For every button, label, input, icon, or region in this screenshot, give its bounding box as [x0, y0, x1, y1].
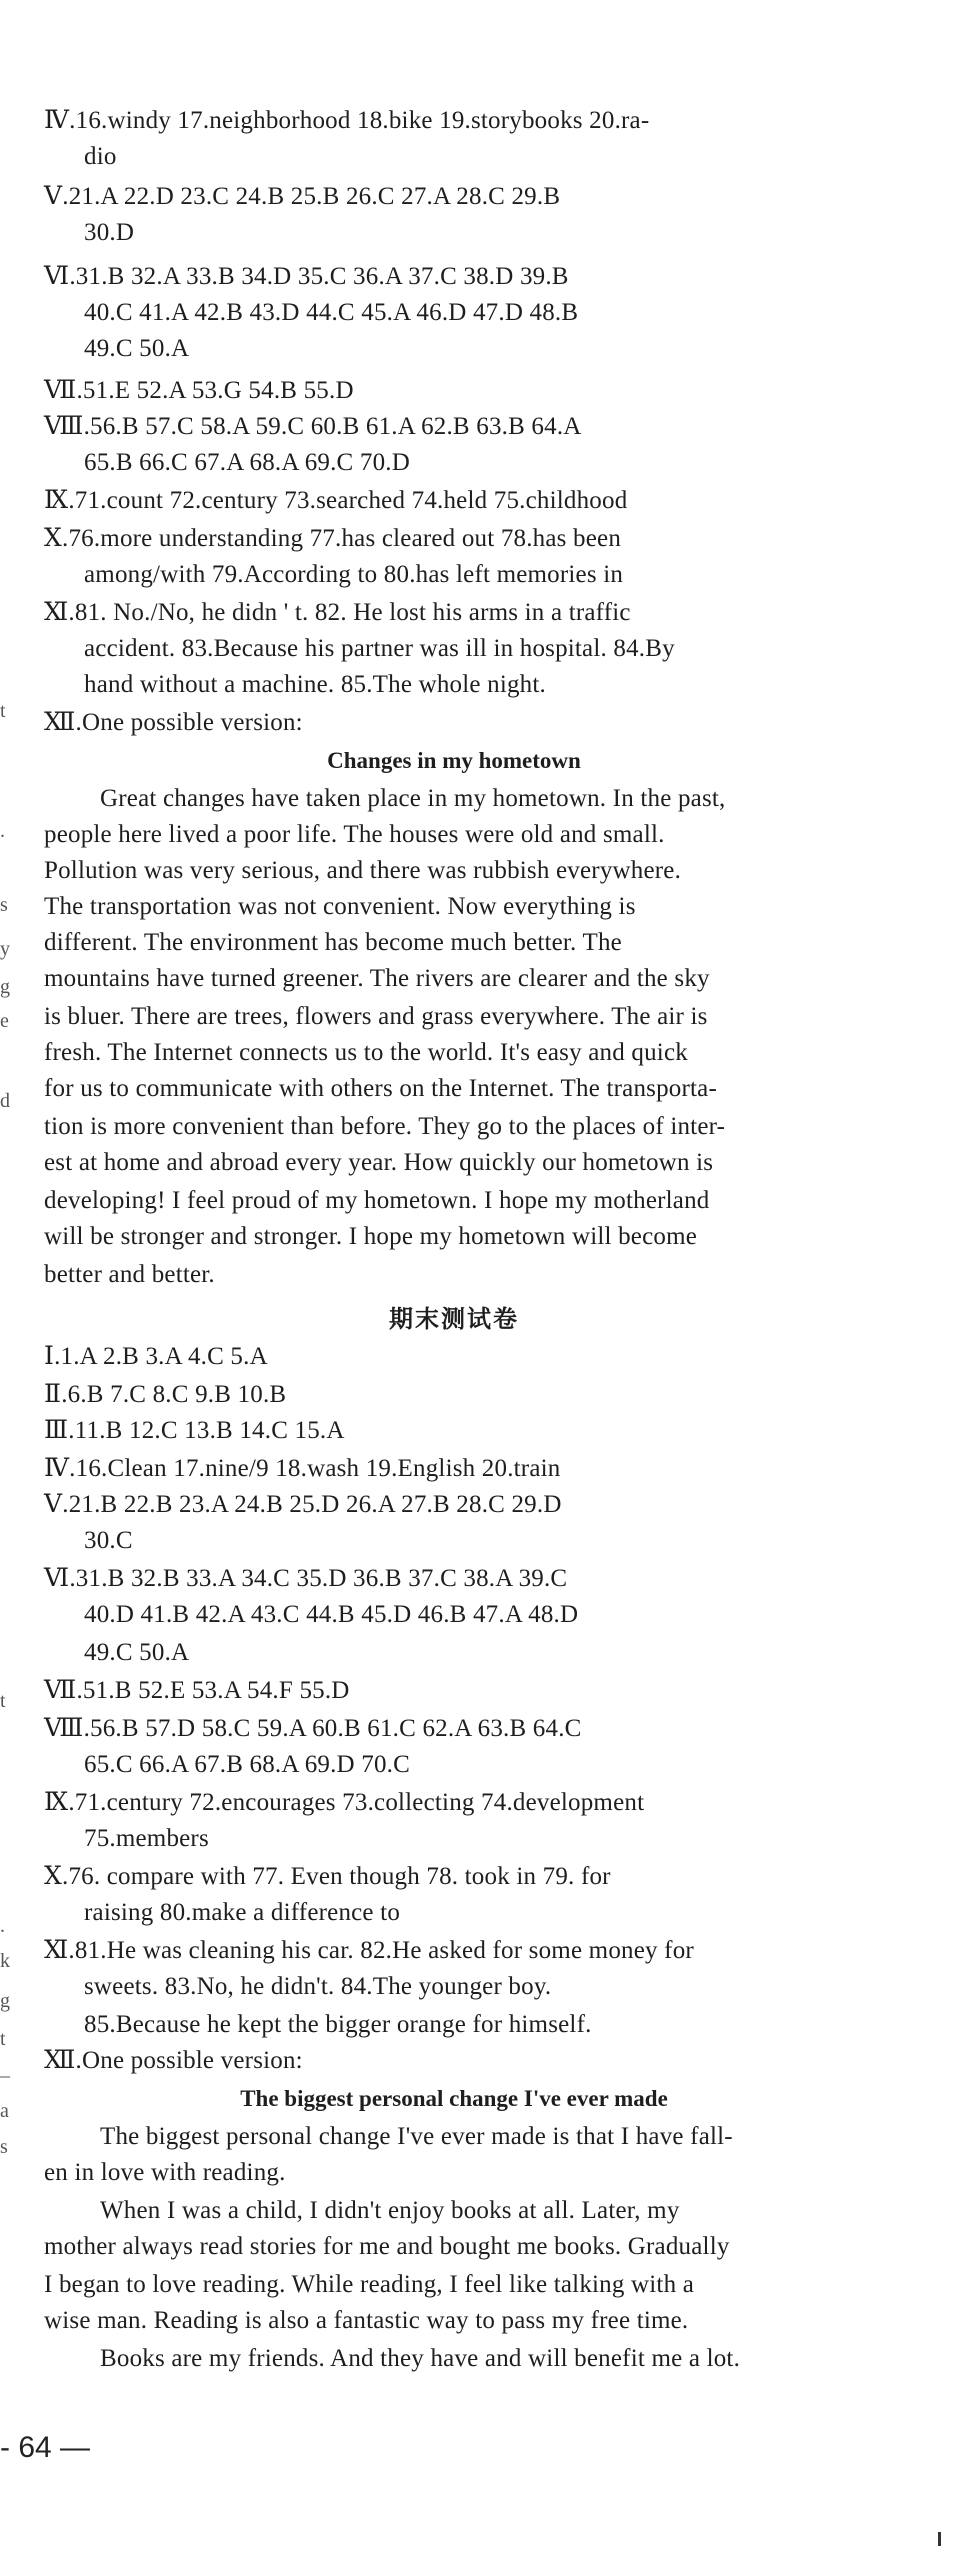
answer-line: Ⅳ.16.Clean 17.nine/9 18.wash 19.English 20.train [44, 1455, 561, 1482]
essay-line: When I was a child, I didn't enjoy books at all. Later, my [100, 2197, 680, 2224]
essay-line: Great changes have taken place in my hometown. In the past, [100, 785, 726, 812]
answer-line: Ⅸ.71.count 72.century 73.searched 74.held 75.childhood [44, 487, 628, 514]
answer-line: Ⅶ.51.E 52.A 53.G 54.B 55.D [44, 377, 354, 404]
essay-line: mother always read stories for me and bought me books. Gradually [44, 2233, 730, 2260]
essay-line: different. The environment has become much better. The [44, 929, 622, 956]
answer-line: 85.Because he kept the bigger orange for himself. [84, 2011, 592, 2038]
essay-title: Changes in my hometown [327, 748, 581, 773]
answer-line: Ⅱ.6.B 7.C 8.C 9.B 10.B [44, 1381, 287, 1408]
margin-letter: k [0, 1950, 10, 1972]
margin-letter: t [0, 700, 6, 722]
answer-line: accident. 83.Because his partner was ill in hospital. 84.By [84, 635, 675, 662]
essay-line: The transportation was not convenient. Now everything is [44, 893, 636, 920]
answer-line: Ⅲ.11.B 12.C 13.B 14.C 15.A [44, 1417, 345, 1444]
essay-line: The biggest personal change I've ever made is that I have fall- [100, 2123, 733, 2150]
essay-line: tion is more convenient than before. They go to the places of inter- [44, 1113, 726, 1140]
answer-line: Ⅶ.51.B 52.E 53.A 54.F 55.D [44, 1677, 350, 1704]
essay-line: for us to communicate with others on the Internet. The transporta- [44, 1075, 717, 1102]
answer-line: 75.members [84, 1825, 209, 1852]
essay-line: developing! I feel proud of my hometown. I hope my motherland [44, 1187, 710, 1214]
answer-line: 30.D [84, 219, 135, 246]
answer-line: Ⅷ.56.B 57.D 58.C 59.A 60.B 61.C 62.A 63.B 64.C [44, 1715, 582, 1742]
page-number: - 64 — [0, 2431, 91, 2464]
essay-line: en in love with reading. [44, 2159, 286, 2186]
answer-line: Ⅷ.56.B 57.C 58.A 59.C 60.B 61.A 62.B 63.B 64.A [44, 413, 582, 440]
answer-line: 30.C [84, 1527, 133, 1554]
answer-line: Ⅵ.31.B 32.A 33.B 34.D 35.C 36.A 37.C 38.D 39.B [44, 263, 569, 290]
margin-letter: s [0, 894, 8, 916]
answer-line: 65.B 66.C 67.A 68.A 69.C 70.D [84, 449, 410, 476]
margin-letter: s [0, 2136, 8, 2158]
essay-line: Pollution was very serious, and there was rubbish everywhere. [44, 857, 682, 884]
answer-line: Ⅴ.21.A 22.D 23.C 24.B 25.B 26.C 27.A 28.C 29.B [44, 183, 561, 210]
margin-letter: e [0, 1010, 9, 1032]
essay-line: wise man. Reading is also a fantastic way to pass my free time. [44, 2307, 689, 2334]
answer-line: 49.C 50.A [84, 335, 190, 362]
margin-letter: t [0, 2028, 6, 2050]
answer-line: 49.C 50.A [84, 1639, 190, 1666]
answer-line: Ⅳ.16.windy 17.neighborhood 18.bike 19.storybooks 20.ra- [44, 107, 650, 134]
answer-line: dio [84, 143, 117, 170]
section-title: 期末测试卷 [389, 1305, 519, 1333]
margin-letter: t [0, 1690, 6, 1712]
answer-line: Ⅵ.31.B 32.B 33.A 34.C 35.D 36.B 37.C 38.A 39.C [44, 1565, 568, 1592]
essay-line: est at home and abroad every year. How quickly our hometown is [44, 1149, 714, 1176]
answer-line: Ⅰ.1.A 2.B 3.A 4.C 5.A [44, 1343, 268, 1370]
essay-line: is bluer. There are trees, flowers and grass everywhere. The air is [44, 1003, 708, 1030]
answer-line: hand without a machine. 85.The whole night. [84, 671, 546, 698]
essay-line: better and better. [44, 1261, 215, 1288]
answer-line: Ⅺ.81.He was cleaning his car. 82.He asked for some money for [44, 1937, 694, 1964]
answer-line: 65.C 66.A 67.B 68.A 69.D 70.C [84, 1751, 410, 1778]
answer-line: Ⅴ.21.B 22.B 23.A 24.B 25.D 26.A 27.B 28.C 29.D [44, 1491, 562, 1518]
essay-title: The biggest personal change I've ever made [240, 2086, 668, 2111]
answer-line: among/with 79.According to 80.has left memories in [84, 561, 624, 588]
answer-line: Ⅹ.76. compare with 77. Even though 78. took in 79. for [44, 1863, 611, 1890]
answer-line: 40.C 41.A 42.B 43.D 44.C 45.A 46.D 47.D 48.B [84, 299, 579, 326]
answer-line: Ⅺ.81. No./No, he didn ' t. 82. He lost his arms in a traffic [44, 599, 631, 626]
essay-line: fresh. The Internet connects us to the world. It's easy and quick [44, 1039, 688, 1066]
essay-line: mountains have turned greener. The rivers are clearer and the sky [44, 965, 710, 992]
answer-line: Ⅻ.One possible version: [44, 709, 303, 736]
answer-line: 40.D 41.B 42.A 43.C 44.B 45.D 46.B 47.A 48.D [84, 1601, 579, 1628]
answer-line: Ⅹ.76.more understanding 77.has cleared out 78.has been [44, 525, 622, 552]
margin-letter: a [0, 2100, 9, 2122]
margin-letter: . [0, 1915, 5, 1937]
margin-letter: . [0, 820, 5, 842]
margin-letter: y [0, 938, 10, 960]
essay-line: Books are my friends. And they have and will benefit me a lot. [100, 2345, 741, 2372]
margin-letter: g [0, 976, 10, 998]
answer-line: Ⅸ.71.century 72.encourages 73.collecting 74.development [44, 1789, 645, 1816]
margin-letter: d [0, 1090, 10, 1112]
answer-line: raising 80.make a difference to [84, 1899, 401, 1926]
margin-letter: _ [0, 2058, 10, 2080]
essay-line: people here lived a poor life. The houses were old and small. [44, 821, 665, 848]
margin-letter: g [0, 1990, 10, 2012]
essay-line: will be stronger and stronger. I hope my hometown will become [44, 1223, 698, 1250]
essay-line: I began to love reading. While reading, I feel like talking with a [44, 2271, 695, 2298]
answer-line: sweets. 83.No, he didn't. 84.The younger boy. [84, 1973, 552, 2000]
answer-line: Ⅻ.One possible version: [44, 2047, 303, 2074]
corner-mark [938, 2532, 941, 2546]
